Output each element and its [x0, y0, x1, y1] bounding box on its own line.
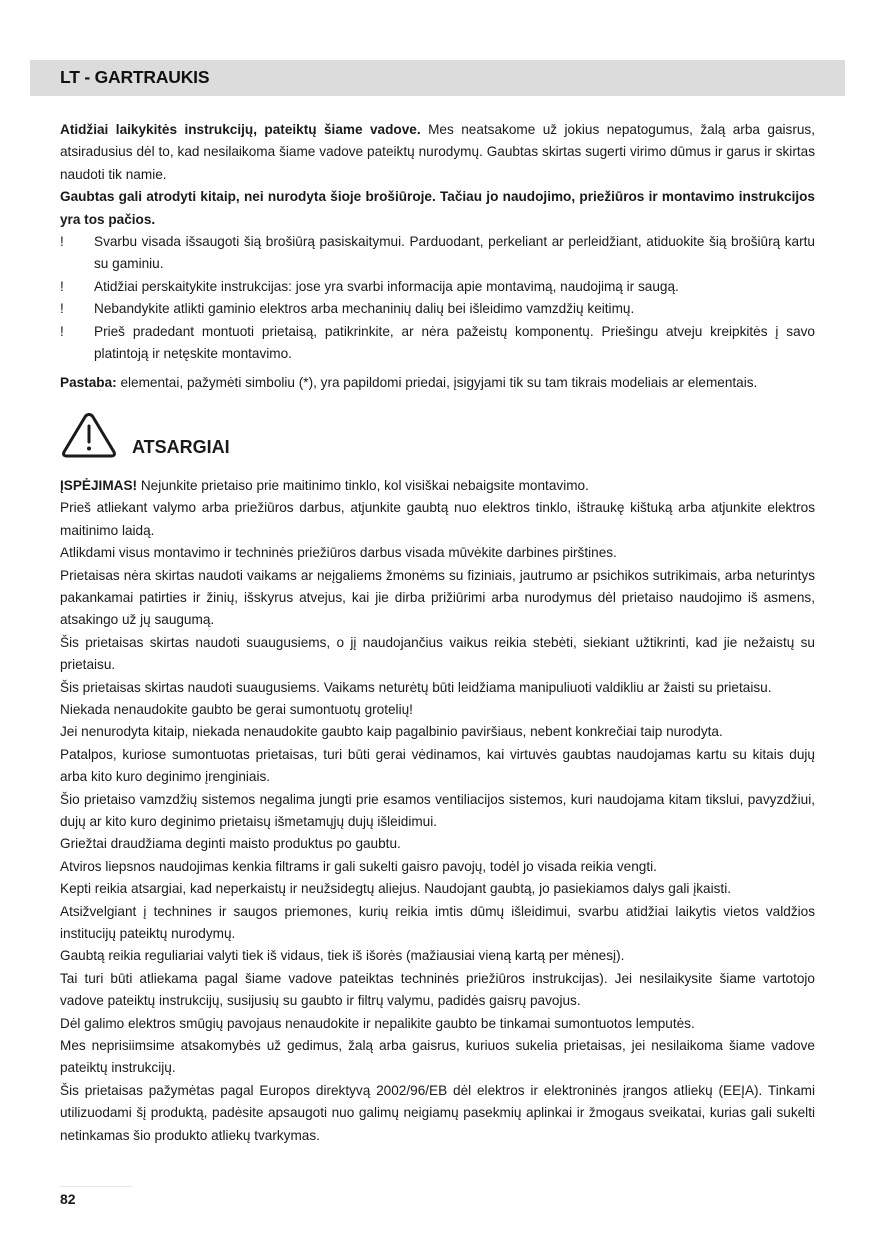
warning-paragraph: Šio prietaiso vamzdžių sistemos negalima jungti prie esamos ventiliacijos sistemos, kuri naudojama kitam tikslui, pavyzdžiui, dujų ar kito kuro deginimo prietaisų išmetamųjų dujų išleidimui. — [60, 791, 815, 829]
list-item-text: Nebandykite atlikti gaminio elektros arba mechaninių dalių bei išleidimo vamzdžių keitimų. — [94, 301, 635, 317]
list-item-text: Svarbu visada išsaugoti šią brošiūrą pasiskaitymui. Parduodant, perkeliant ar perleidžiant, atiduokite šią brošiūrą kartu su gaminiu. — [94, 234, 815, 272]
intro-paragraph — [60, 119, 815, 186]
section-title: LT - GARTRAUKIS — [60, 67, 210, 87]
warning-paragraph: Šis prietaisas skirtas naudoti suaugusiems, o jį naudojančius vaikus reikia stebėti, siekiant užtikrinti, kad jie nežaistų su prietaisu. — [60, 634, 815, 673]
section-header-bar — [30, 60, 845, 96]
exclamation-icon: ! — [60, 323, 64, 339]
intro-text: Mes neatsakome už jokius nepatogumus, žalą arba gaisrus, atsiradusius dėl to, kad nesilaikoma šiame vadove pateiktų nurodymų. Gaubtas skirtas sugerti virimo dūmus ir garus ir skirtas naudoti tik namie. — [60, 122, 815, 182]
intro-lead: Atidžiai laikykitės instrukcijų, pateiktų šiame vadove. — [60, 122, 421, 137]
list-item — [60, 298, 815, 320]
warning-lead-paragraph — [60, 475, 815, 497]
exclamation-icon: ! — [60, 278, 64, 294]
warning-paragraph: Griežtai draudžiama deginti maisto produktus po gaubtu. — [60, 836, 401, 852]
page-number: 82 — [60, 1191, 76, 1207]
note-text: elementai, pažymėti simboliu (*), yra papildomi priedai, įsigyjami tik su tam tikrais modeliais ar elementais. — [116, 375, 758, 391]
warning-paragraph: Šis prietaisas pažymėtas pagal Europos direktyvą 2002/96/EB dėl elektros ir elektroninės įrangos atliekų (EEĮA). Tinkami utilizuodami šį produktą, padėsite apsaugoti nuo galimų neigiamų pasekmių aplinkai ir žmogaus sveikatai, kurias gali sukelti netinkamas šio produkto atliekų tvarkymas. — [60, 1082, 815, 1143]
warning-header — [60, 409, 815, 475]
list-item-text: Atidžiai perskaitykite instrukcijas: jose yra svarbi informacija apie montavimą, naudojimą ir saugą. — [94, 278, 679, 294]
list-item-text: Prieš pradedant montuoti prietaisą, patikrinkite, ar nėra pažeistų komponentų. Priešingu atveju kreipkitės į savo platintoją ir netęskite montavimo. — [94, 323, 815, 362]
intro-bold-paragraph: Gaubtas gali atrodyti kitaip, nei nurodyta šioje brošiūroje. Tačiau jo naudojimo, priežiūros ir montavimo instrukcijos yra tos pačios. — [60, 189, 815, 227]
warning-paragraph: Patalpos, kuriose sumontuotas prietaisas, turi būti gerai vėdinamos, kai virtuvės gaubtas naudojamas kartu su kitais dujų arba kito kuro deginimo įrenginiais. — [60, 746, 815, 785]
list-item — [60, 321, 815, 366]
instruction-list — [60, 231, 815, 365]
warning-paragraph: Prieš atliekant valymo arba priežiūros darbus, atjunkite gaubtą nuo elektros tinklo, ištraukę kištuką arba atjunkite elektros maitinimo laidą. — [60, 500, 815, 538]
note-label: Pastaba: — [60, 375, 117, 391]
warning-paragraph: Dėl galimo elektros smūgių pavojaus nenaudokite ir nepalikite gaubto be tinkamai sumontuotos lemputės. — [60, 1015, 695, 1031]
note-paragraph — [60, 372, 815, 394]
warning-paragraph: Atsižvelgiant į technines ir saugos priemones, kurių reikia imtis dūmų išleidimui, svarbu atidžiai laikytis vietos valdžios institucijų pateiktų nurodymų. — [60, 903, 815, 941]
warning-lead-text: Nejunkite prietaiso prie maitinimo tinklo, kol visiškai nebaigsite montavimo. — [137, 477, 589, 493]
warning-lead: ĮSPĖJIMAS! — [60, 477, 138, 493]
warning-paragraph: Prietaisas nėra skirtas naudoti vaikams ar neįgaliems žmonėms su fiziniais, jautrumo ar psichikos sutrikimais, arba neturintys pakankamai patirties ir žinių, išskyrus atvejus, kai jie dirba prižiūrimi arba nurodymus dėl prietaiso naudojimo iš asmens, atsakingo už jų saugumą. — [60, 567, 815, 628]
list-item — [60, 231, 815, 276]
warning-paragraph: Atviros liepsnos naudojimas kenkia filtrams ir gali sukelti gaisro pavojų, todėl jo visada reikia vengti. — [60, 858, 657, 874]
warning-title: ATSARGIAI — [132, 436, 230, 457]
warning-paragraph: Gaubtą reikia reguliariai valyti tiek iš vidaus, tiek iš išorės (mažiausiai vieną kartą per mėnesį). — [60, 948, 625, 964]
page-content — [60, 119, 815, 1147]
warning-paragraph: Šis prietaisas skirtas naudoti suaugusiems. Vaikams neturėtų būti leidžiama manipuliuoti valdikliu ar žaisti su prietaisu. — [60, 679, 772, 695]
warning-paragraph: Jei nenurodyta kitaip, niekada nenaudokite gaubto kaip pagalbinio paviršiaus, nebent konkrečiai taip nurodyta. — [60, 724, 723, 740]
warning-paragraph: Tai turi būti atliekama pagal šiame vadove pateiktas techninės priežiūros instrukcijas). Jei nesilaikysite šiame vartotojo vadove pateiktų instrukcijų, susijusių su gaubto ir filtrų valymu, padidės gaisrų pavojus. — [60, 970, 815, 1009]
warning-paragraph: Atlikdami visus montavimo ir techninės priežiūros darbus visada mūvėkite darbines pirštines. — [60, 545, 617, 561]
warning-paragraph: Mes neprisiimsime atsakomybės už gedimus, žalą arba gaisrus, kuriuos sukelia prietaisas, jei nesilaikoma šiame vadove pateiktų instrukcijų. — [60, 1038, 815, 1076]
warning-paragraph: Kepti reikia atsargiai, kad neperkaistų ir neužsidegtų aliejus. Naudojant gaubtą, jo pasiekiamos dalys gali įkaisti. — [60, 881, 731, 897]
warning-triangle-icon — [60, 411, 118, 459]
exclamation-icon: ! — [60, 301, 64, 317]
footer-divider — [60, 1186, 132, 1187]
warning-paragraph: Niekada nenaudokite gaubto be gerai sumontuotų grotelių! — [60, 701, 413, 717]
exclamation-icon: ! — [60, 234, 64, 250]
list-item — [60, 276, 815, 298]
